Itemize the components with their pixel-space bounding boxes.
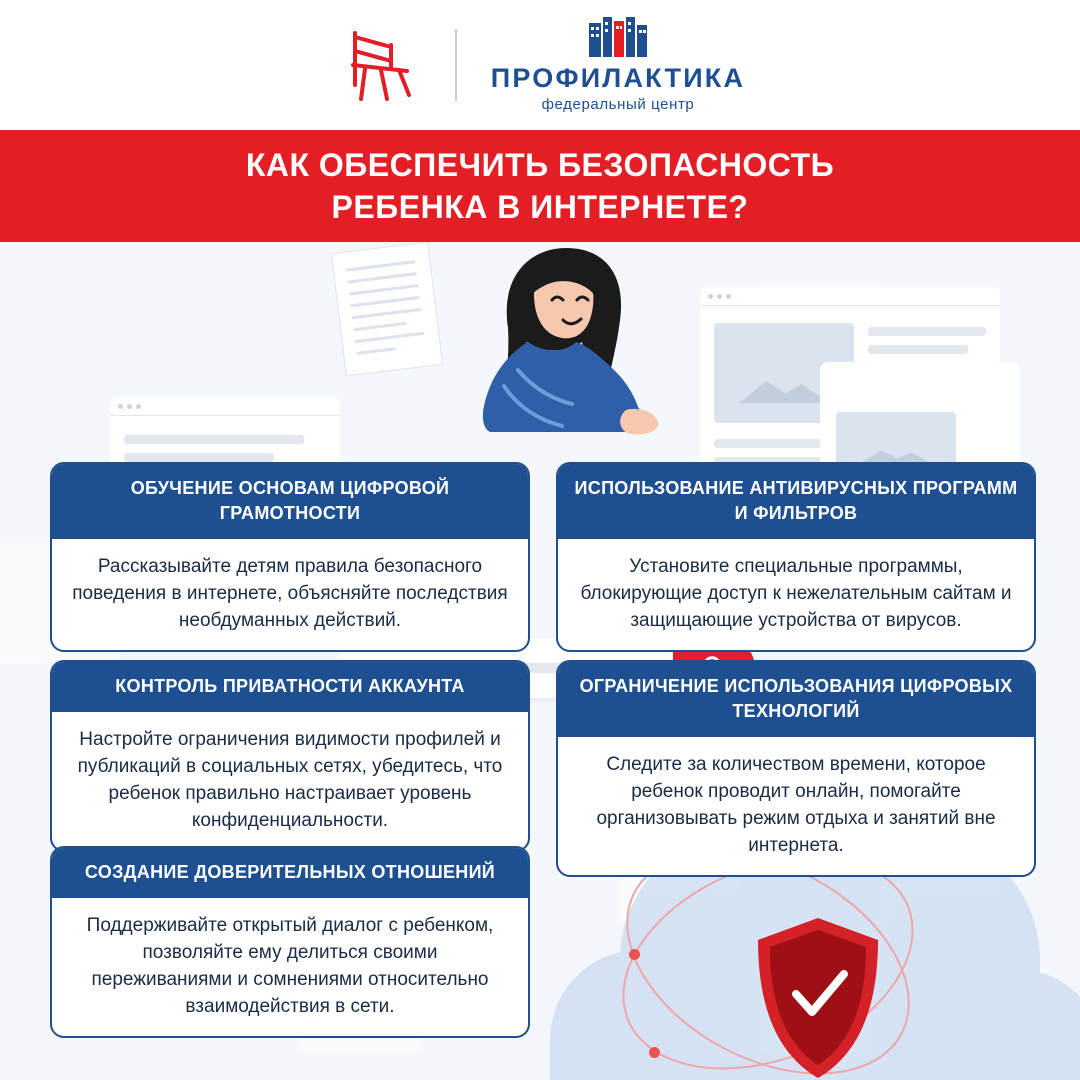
brand-subtitle: федеральный центр xyxy=(541,96,695,113)
window-dot xyxy=(118,404,123,409)
chair-icon xyxy=(335,27,421,103)
window-dot xyxy=(717,294,722,299)
card-text: Следите за количеством времени, которое ребенок проводит онлайн, помогайте организовывать режим отдыха и занятий вне интернета. xyxy=(596,754,996,856)
browser-titlebar xyxy=(700,287,1000,306)
text-placeholder xyxy=(124,453,274,462)
shield-check-icon xyxy=(752,916,884,1080)
card-title: ОГРАНИЧЕНИЕ ИСПОЛЬЗОВАНИЯ ЦИФРОВЫХ ТЕХНОЛОГИЙ xyxy=(558,662,1034,737)
card-text: Рассказывайте детям правила безопасного поведения в интернете, объясняйте последствия необдуманных действий. xyxy=(72,556,508,631)
brand-title: ПРОФИЛАКТИКА xyxy=(490,63,746,93)
poster-header xyxy=(0,0,1080,130)
document-icon xyxy=(331,242,443,377)
brand-block xyxy=(491,17,745,113)
page-title xyxy=(0,130,1080,242)
card-title: ОБУЧЕНИЕ ОСНОВАМ ЦИФРОВОЙ ГРАМОТНОСТИ xyxy=(52,464,528,539)
browser-titlebar xyxy=(110,397,340,416)
window-dot xyxy=(708,294,713,299)
window-dot xyxy=(726,294,731,299)
window-dot xyxy=(127,404,132,409)
page-title-line-2: РЕБЕНКА В ИНТЕРНЕТЕ? xyxy=(331,189,749,225)
card-text: Настройте ограничения видимости профилей и публикаций в социальных сетях, убедитесь, что ребенок правильно настраивает уровень конфиденциальности. xyxy=(77,729,503,831)
text-placeholder xyxy=(124,435,304,444)
card-title: ИСПОЛЬЗОВАНИЕ АНТИВИРУСНЫХ ПРОГРАММ И ФИЛЬТРОВ xyxy=(558,464,1034,539)
header-divider xyxy=(455,29,457,101)
girl-illustration xyxy=(430,242,700,472)
text-placeholder xyxy=(868,345,968,354)
card-text: Поддерживайте открытый диалог с ребенком, позволяйте ему делиться своими переживаниями и сомнениями относительно взаимодействия в сети. xyxy=(86,915,494,1017)
orbit-dot xyxy=(629,949,640,960)
card-screen-time xyxy=(556,660,1036,877)
building-grid-icon xyxy=(587,17,649,57)
card-antivirus xyxy=(556,462,1036,652)
orbit-dot xyxy=(649,1047,660,1058)
page-title-line-1: КАК ОБЕСПЕЧИТЬ БЕЗОПАСНОСТЬ xyxy=(245,147,835,183)
card-privacy-control xyxy=(50,660,530,852)
window-dot xyxy=(136,404,141,409)
card-trust-relations xyxy=(50,846,530,1038)
text-placeholder xyxy=(868,327,986,336)
card-text: Установите специальные программы, блокирующие доступ к нежелательным сайтам и защищающие устройства от вирусов. xyxy=(580,556,1012,631)
card-title: СОЗДАНИЕ ДОВЕРИТЕЛЬНЫХ ОТНОШЕНИЙ xyxy=(52,848,528,898)
card-digital-literacy xyxy=(50,462,530,652)
card-title: КОНТРОЛЬ ПРИВАТНОСТИ АККАУНТА xyxy=(52,662,528,712)
